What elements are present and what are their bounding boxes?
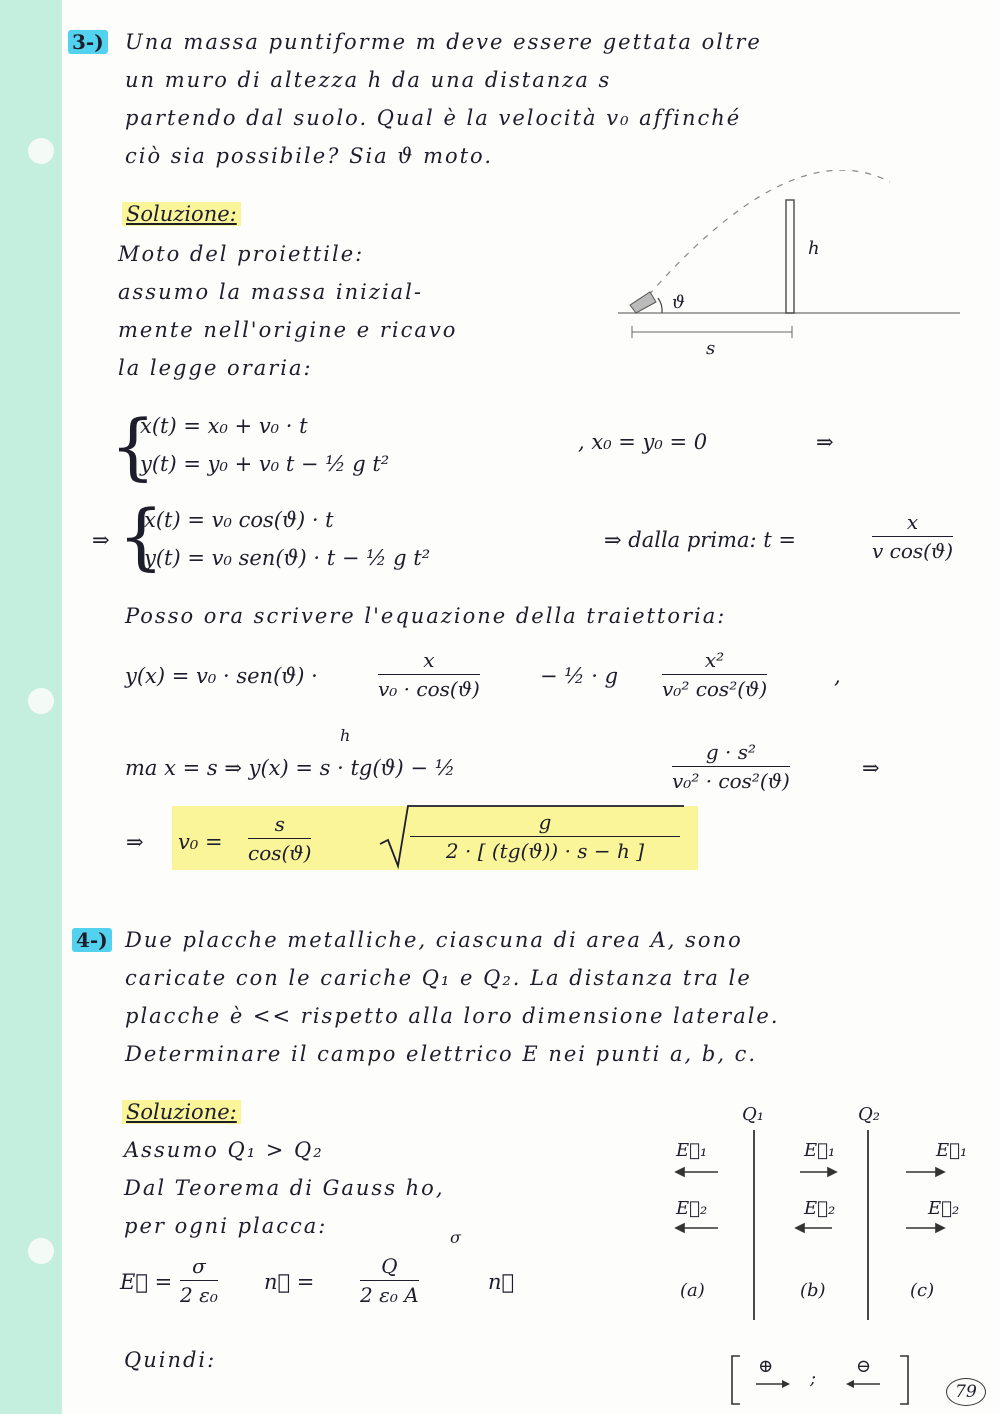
solution-label: Soluzione: <box>122 1100 241 1124</box>
solution-line: per ogni placca: <box>124 1214 328 1238</box>
problem-4-line: Due placche metalliche, ciascuna di area A, sono <box>125 928 743 952</box>
field-label-b-1: E⃗₁ <box>804 1140 836 1161</box>
solution-line: Dal Teorema di Gauss ho, <box>124 1176 445 1200</box>
binder-hole <box>28 1238 54 1264</box>
binder-hole <box>28 688 54 714</box>
solution-line: Assumo Q₁ > Q₂ <box>124 1138 324 1162</box>
plate-2-label: Q₂ <box>858 1104 880 1125</box>
system-brace: { <box>110 404 156 488</box>
plus-charge-icon: ⊕ <box>758 1356 774 1377</box>
problem-3-line: partendo dal suolo. Qual è la velocità v₀ affinché <box>125 106 742 130</box>
trajectory-fraction-2: $\frac{\text{x²}}{\text{v₀² cos²(ϑ)}}$ <box>662 648 768 701</box>
eq1-condition: , x₀ = y₀ = 0 <box>578 430 708 454</box>
region-label-a: (a) <box>680 1280 705 1301</box>
problem-4-line: placche è << rispetto alla loro dimensione laterale. <box>125 1004 780 1028</box>
problem-4-line: Determinare il campo elettrico E nei punti a, b, c. <box>125 1042 758 1066</box>
h-mark: h <box>340 726 351 745</box>
problem-3-line: ciò sia possibile? Sia ϑ moto. <box>125 144 494 168</box>
substitution-arrow: ⇒ <box>862 756 880 780</box>
diagram-label-theta: ϑ <box>672 292 685 313</box>
solution-line: assumo la massa inizial- <box>118 280 423 304</box>
field-label-b-2: E⃗₂ <box>804 1198 836 1219</box>
legend-separator: ; <box>810 1368 817 1389</box>
gauss-lhs: E⃗ = <box>120 1270 173 1294</box>
system-brace: { <box>118 494 164 578</box>
trajectory-lhs: y(x) = v₀ · sen(ϑ) · <box>125 664 318 688</box>
gauss-fraction-1: $\frac{\sigma}{\text{2 ε₀}}$ <box>180 1254 218 1307</box>
sqrt-fraction: $\frac{g}{2 \cdot [ (tg(ϑ)) \cdot s - h ]}$ <box>410 810 680 863</box>
problem-4-line: caricate con le cariche Q₁ e Q₂. La distanza tra le <box>125 966 752 990</box>
eq2-from-first: ⇒ dalla prima: t = <box>604 528 796 552</box>
problem-3-line: un muro di altezza h da una distanza s <box>125 68 612 92</box>
substitution-lhs: ma x = s ⇒ y(x) = s · tg(ϑ) − ½ <box>125 756 456 780</box>
quindi-text: Quindi: <box>124 1348 217 1372</box>
diagram-label-s: s <box>706 338 716 359</box>
sigma-mark: σ <box>450 1228 461 1247</box>
t-fraction: $\frac{x}{\text{v cos(ϑ)}}$ <box>872 510 954 563</box>
binder-hole <box>28 138 54 164</box>
plate-1-label: Q₁ <box>742 1104 764 1125</box>
result-arrow: ⇒ <box>126 830 144 854</box>
minus-charge-icon: ⊖ <box>856 1356 872 1377</box>
solution-line: mente nell'origine e ricavo <box>118 318 458 342</box>
problem-4-number: 4-) <box>72 928 112 952</box>
trajectory-fraction-1: $\frac{x}{\text{v₀ · cos(ϑ)}}$ <box>378 648 480 701</box>
region-label-c: (c) <box>910 1280 935 1301</box>
result-lhs: v₀ = <box>178 830 223 854</box>
eq2-x: x(t) = v₀ cos(ϑ) · t <box>144 508 334 532</box>
eq1-x: x(t) = x₀ + v₀ · t <box>140 414 308 438</box>
trajectory-minus: − ½ · g <box>540 664 619 688</box>
eq1-y: y(t) = y₀ + v₀ t − ½ g t² <box>140 452 390 476</box>
eq1-arrow: ⇒ <box>816 430 834 454</box>
gauss-normal-2: n⃗ <box>488 1270 515 1294</box>
region-label-b: (b) <box>800 1280 826 1301</box>
result-fraction: $\frac{s}{\cos(ϑ)}$ <box>248 812 312 865</box>
problem-3-number: 3-) <box>68 30 108 54</box>
eq2-y: y(t) = v₀ sen(ϑ) · t − ½ g t² <box>144 546 431 570</box>
trajectory-text: Posso ora scrivere l'equazione della traiettoria: <box>125 604 727 628</box>
solution-line: la legge oraria: <box>118 356 313 380</box>
projectile-diagram <box>600 170 980 370</box>
diagram-label-h: h <box>808 238 820 259</box>
problem-3-line: Una massa puntiforme m deve essere gettata oltre <box>125 30 762 54</box>
charge-legend <box>728 1354 918 1406</box>
page-number: 79 <box>946 1378 986 1406</box>
gauss-normal-1: n⃗ = <box>264 1270 315 1294</box>
solution-label: Soluzione: <box>122 202 241 226</box>
field-label-c-2: E⃗₂ <box>928 1198 960 1219</box>
trajectory-comma: , <box>834 664 841 688</box>
field-label-a-2: E⃗₂ <box>676 1198 708 1219</box>
substitution-fraction: $\frac{\text{g · s²}}{\text{v₀² · cos²(ϑ)}}$ <box>672 740 790 793</box>
field-label-c-1: E⃗₁ <box>936 1140 968 1161</box>
field-label-a-1: E⃗₁ <box>676 1140 708 1161</box>
solution-line: Moto del proiettile: <box>118 242 365 266</box>
gauss-fraction-2: $\frac{Q}{\text{2 ε₀ A}}$ <box>360 1254 419 1307</box>
eq2-arrow: ⇒ <box>92 528 110 552</box>
